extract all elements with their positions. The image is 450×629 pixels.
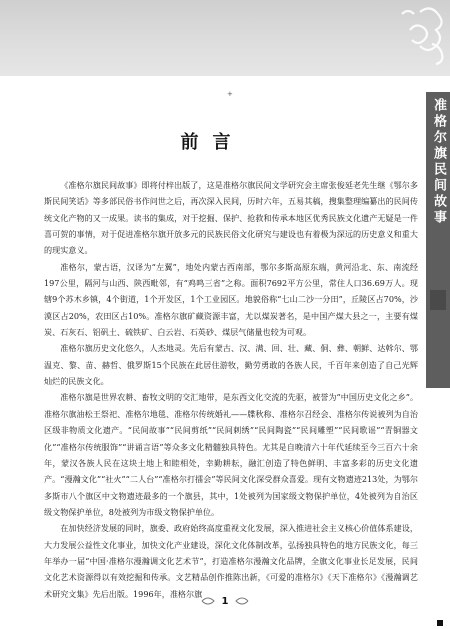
side-tab-text: 准格尔旗民间故事 [431, 98, 446, 226]
paragraph: 在加快经济发展的同时，旗委、政府始终高度重视文化发展，深入推进社会主义核心价值体系建设，大力发展公益性文化事业，加快文化产业建设，深化文化体制改革，弘扬独具特色的地方民族文化，每三年举办一届“中国·准格尔漫瀚调文化艺术节”，打造准格尔漫瀚文化品牌，全旗文化事业长足发展，民间文化艺术资源得以有效挖掘和传承。文艺精品创作推陈出新，《可爱的准格尔》《天下准格尔》《漫瀚调艺术研究文集》先后出版。1996年，准格尔旗 [44, 523, 418, 599]
registration-mark: + [227, 90, 233, 98]
page-number: 1 [221, 596, 229, 607]
paragraph: 准格尔旗是世界农耕、畜牧文明的交汇地带，是东西文化交流的先驱，被誉为“中国历史文化之乡”。准格尔旗油松王祭祀、准格尔地毯、准格尔传统婚礼——牒秋称、准格尔召经会、准格尔传说被列为自治区级非物质文化遗产。“民间故事”“民间剪纸”“民间刺绣”“民间陶瓷”“民间雕塑”“民间歌谣”“青铜器文化”“准格尔传统服饰”“讲诵言语”等众多文化精髓独具特色。尤其是自晚清六十年代延续至今三百六十余年，蒙汉各族人民在这块土地上和睦相处，幸勤耕耘，融汇创造了特色鲜明、丰富多彩的历史文化遗产。“漫瀚文化”“社火”“二人台”“准格尔打擂会”等民间文化深受群众喜爱。现有文物遗迹213处，为鄂尔多斯市八个旗区中文物遗迹最多的一个旗县，其中，1处被列为国家级文物保护单位，4处被列为自治区级文物保护单位，8处被列为市级文物保护单位。 [44, 392, 418, 517]
paragraph: 准格尔，蒙古语，汉译为“左翼”，地处内蒙古西南部，鄂尔多斯高原东端，黄河沿北、东、南流经197公里，隔河与山西、陕西毗邻，有“鸡鸣三省”之称。面积7692平方公里，常住人口36.69万人。现辖9个苏木乡镇，4个街道，1个开发区，1个工业园区。地貌俗称“七山二沙一分田”，丘陵区占70%，沙漠区占20%，农田区占10%。准格尔旗矿藏资源丰富，尤以煤炭著名，是中国产煤大县之一，主要有煤炭、石灰石、铝矾土、硫铁矿、白云岩、石英砂、煤层气储量也较为可观。 [44, 261, 418, 338]
side-tab-marker [430, 290, 446, 310]
corner-mark [437, 620, 443, 626]
paragraph: 准格尔旗历史文化悠久，人杰地灵。先后有蒙古、汉、满、回、壮、藏、侗、彝、朝鲜、达斡尔、鄂温克、黎、苗、赫哲、俄罗斯15个民族在此居住游牧，勤劳勇敢的各族人民，千百年来创造了自己光辉灿烂的民族文化。 [44, 343, 418, 387]
body-text [44, 177, 418, 602]
cloud-ornament-icon [380, 0, 450, 70]
page-title: 前言 [180, 132, 245, 153]
side-tab [426, 92, 450, 388]
paragraph: 《准格尔旗民间故事》即将付梓出版了，这是准格尔旗民间文学研究会主席张俊延老先生继《鄂尔多斯民间笑话》等多部民俗书作问世之后，再次深入民间，历时六年，五易其稿，搜集整理编纂出的民间传统文化产物的又一成果。读书的集成，对于挖掘、保护、抢救和传承本地区优秀民族文化遗产无疑是一件喜可贺的事情，对于促进准格尔旗开放多元的民族民俗文化研究与建设也有着极为深远的历史意义和重大的现实意义。 [44, 180, 418, 256]
